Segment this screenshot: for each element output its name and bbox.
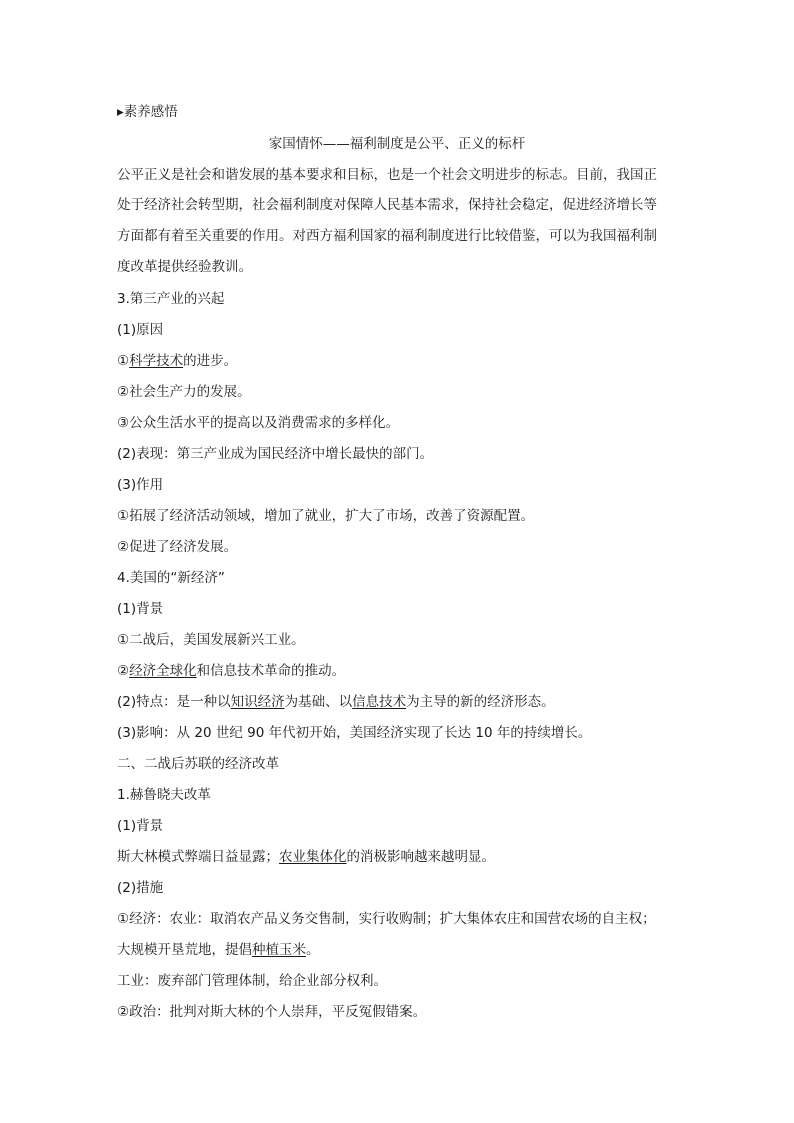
soviet-heading: 二、二战后苏联的经济改革	[117, 756, 279, 772]
background-item-2	[117, 662, 345, 680]
industry-measure: 工业：废弃部门管理体制，给企业部分权利。	[117, 973, 387, 989]
econ-text-a: 大规模开垦荒地，提倡	[117, 942, 252, 958]
underlined-term: 知识经济	[230, 694, 285, 710]
bg-text-a: 斯大林模式弊端日益显露；	[117, 849, 279, 865]
underlined-term: 种植玉米	[252, 942, 306, 958]
underlined-term: 信息技术	[352, 694, 407, 710]
underlined-term: 农业集体化	[279, 849, 347, 865]
underlined-term: 科学技术	[129, 353, 184, 369]
soviet-background-label: (1)背景	[117, 818, 164, 834]
economy-measure-line-2	[117, 941, 320, 959]
bg-rest: 和信息技术革命的推动。	[196, 663, 346, 679]
cause-item-3: ③公众生活水平的提高以及消费需求的多样化。	[117, 415, 400, 431]
feature-line	[117, 693, 555, 711]
essay-line: 度改革提供经验教训。	[117, 259, 252, 275]
essay-line: 方面都有着至关重要的作用。对西方福利国家的福利制度进行比较借鉴，可以为我国福利制	[117, 228, 657, 244]
performance-line: (2)表现：第三产业成为国民经济中增长最快的部门。	[117, 446, 434, 462]
cause-rest: 的进步。	[183, 353, 238, 369]
feature-mid: 为基础、以	[284, 694, 353, 710]
bg-prefix: ②	[117, 663, 130, 679]
effect-label: (3)作用	[117, 477, 164, 493]
essay-title: 家国情怀——福利制度是公平、正义的标杆	[268, 136, 526, 152]
economy-measure-line-1: ①经济：农业：取消农产品义务交售制，实行收购制；扩大集体农庄和国营农场的自主权；	[117, 911, 656, 927]
cause-label: (1)原因	[117, 322, 164, 338]
cause-item-2: ②社会生产力的发展。	[117, 384, 251, 400]
tertiary-heading: 3.第三产业的兴起	[117, 291, 225, 307]
soviet-background-text	[117, 848, 495, 866]
underlined-term: 经济全球化	[129, 663, 197, 679]
econ-text-b: 。	[306, 942, 320, 958]
feature-rest: 为主导的新的经济形态。	[406, 694, 555, 710]
background-item-1: ①二战后，美国发展新兴工业。	[117, 632, 305, 648]
feature-prefix: (2)特点：是一种以	[117, 694, 231, 710]
cause-item-1	[117, 352, 237, 370]
impact-line: (3)影响：从 20 世纪 90 年代初开始，美国经济实现了长达 10 年的持续增长。	[117, 725, 592, 741]
new-economy-heading: 4.美国的“新经济”	[117, 570, 225, 586]
background-label: (1)背景	[117, 601, 164, 617]
effect-item-1: ①拓展了经济活动领域，增加了就业，扩大了市场，改善了资源配置。	[117, 508, 535, 524]
essay-line: 处于经济社会转型期，社会福利制度对保障人民基本需求，保持社会稳定，促进经济增长等	[117, 197, 657, 213]
section-marker: ▸素养感悟	[117, 104, 178, 120]
khrushchev-heading: 1.赫鲁晓夫改革	[117, 787, 211, 803]
measures-label: (2)措施	[117, 880, 164, 896]
bg-text-b: 的消极影响越来越明显。	[346, 849, 495, 865]
effect-item-2: ②促进了经济发展。	[117, 539, 238, 555]
cause-prefix: ①	[117, 353, 130, 369]
politics-measure: ②政治：批判对斯大林的个人崇拜，平反冤假错案。	[117, 1004, 427, 1020]
essay-line: 公平正义是社会和谐发展的基本要求和目标，也是一个社会文明进步的标志。目前，我国正	[117, 167, 657, 183]
